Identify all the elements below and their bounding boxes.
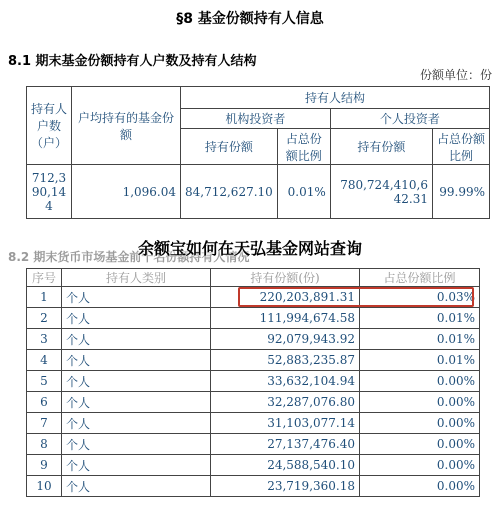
row-type: 个人 xyxy=(62,350,211,371)
row-type: 个人 xyxy=(62,329,211,350)
table-row xyxy=(27,455,480,476)
row-ratio: 0.00% xyxy=(360,371,480,392)
highlight-box xyxy=(238,287,474,307)
subsection-title-holder-structure: 8.1 期末基金份额持有人户数及持有人结构 xyxy=(8,54,257,69)
row-type: 个人 xyxy=(62,392,211,413)
value-avg-share: 1,096.04 xyxy=(72,165,181,219)
row-no: 1 xyxy=(27,287,62,308)
header-holders: 持有人户数（户） xyxy=(27,87,72,165)
row-type: 个人 xyxy=(62,455,211,476)
row-type: 个人 xyxy=(62,287,211,308)
row-share: 220,203,891.31 xyxy=(211,287,360,308)
row-no: 2 xyxy=(27,308,62,329)
header-inst-share: 持有份额 xyxy=(181,129,278,165)
table-row xyxy=(27,308,480,329)
header-avg-share: 户均持有的基金份额 xyxy=(72,87,181,165)
row-share: 31,103,077.14 xyxy=(211,413,360,434)
row-no: 4 xyxy=(27,350,62,371)
holder-structure-table xyxy=(26,86,490,219)
row-no: 6 xyxy=(27,392,62,413)
table-row xyxy=(27,371,480,392)
row-type: 个人 xyxy=(62,308,211,329)
row-type: 个人 xyxy=(62,434,211,455)
row-no: 7 xyxy=(27,413,62,434)
row-share: 111,994,674.58 xyxy=(211,308,360,329)
value-inst-ratio: 0.01% xyxy=(277,165,330,219)
table-row xyxy=(27,350,480,371)
value-indiv-share: 780,724,410,642.31 xyxy=(330,165,432,219)
row-share: 32,287,076.80 xyxy=(211,392,360,413)
header-inst-ratio: 占总份额比例 xyxy=(277,129,330,165)
value-inst-share: 84,712,627.10 xyxy=(181,165,278,219)
value-indiv-ratio: 99.99% xyxy=(433,165,490,219)
table-row xyxy=(27,413,480,434)
unit-label: 份额单位：份 xyxy=(419,68,492,82)
row-ratio: 0.01% xyxy=(360,350,480,371)
row-ratio: 0.01% xyxy=(360,329,480,350)
header-holder-type: 持有人类别 xyxy=(62,269,211,287)
table-row xyxy=(27,329,480,350)
row-no: 9 xyxy=(27,455,62,476)
row-ratio: 0.00% xyxy=(360,392,480,413)
header-no: 序号 xyxy=(27,269,62,287)
overlay-caption: 余额宝如何在天弘基金网站查询 xyxy=(137,239,362,258)
row-type: 个人 xyxy=(62,413,211,434)
row-no: 10 xyxy=(27,476,62,497)
header-institutional: 机构投资者 xyxy=(181,109,331,129)
row-share: 24,588,540.10 xyxy=(211,455,360,476)
row-no: 5 xyxy=(27,371,62,392)
value-holders: 712,390,144 xyxy=(27,165,72,219)
header-ratio: 占总份额比例 xyxy=(360,269,480,287)
row-ratio: 0.00% xyxy=(360,455,480,476)
row-ratio: 0.00% xyxy=(360,476,480,497)
header-share: 持有份额(份) xyxy=(211,269,360,287)
row-ratio: 0.03% xyxy=(360,287,480,308)
row-ratio: 0.01% xyxy=(360,308,480,329)
table-row xyxy=(27,392,480,413)
table-row xyxy=(27,434,480,455)
header-indiv-share: 持有份额 xyxy=(330,129,432,165)
row-share: 23,719,360.18 xyxy=(211,476,360,497)
header-holder-structure: 持有人结构 xyxy=(181,87,490,109)
row-no: 3 xyxy=(27,329,62,350)
header-individual: 个人投资者 xyxy=(330,109,489,129)
row-share: 27,137,476.40 xyxy=(211,434,360,455)
row-no: 8 xyxy=(27,434,62,455)
row-share: 33,632,104.94 xyxy=(211,371,360,392)
row-ratio: 0.00% xyxy=(360,434,480,455)
section-title: §8 基金份额持有人信息 xyxy=(176,11,324,27)
row-ratio: 0.00% xyxy=(360,413,480,434)
subsection-title-top-ten: 8.2 期末货币市场基金前十名份额持有人情况 xyxy=(8,250,250,264)
table-row xyxy=(27,476,480,497)
row-type: 个人 xyxy=(62,476,211,497)
row-type: 个人 xyxy=(62,371,211,392)
row-share: 52,883,235.87 xyxy=(211,350,360,371)
header-indiv-ratio: 占总份额比例 xyxy=(433,129,490,165)
row-share: 92,079,943.92 xyxy=(211,329,360,350)
